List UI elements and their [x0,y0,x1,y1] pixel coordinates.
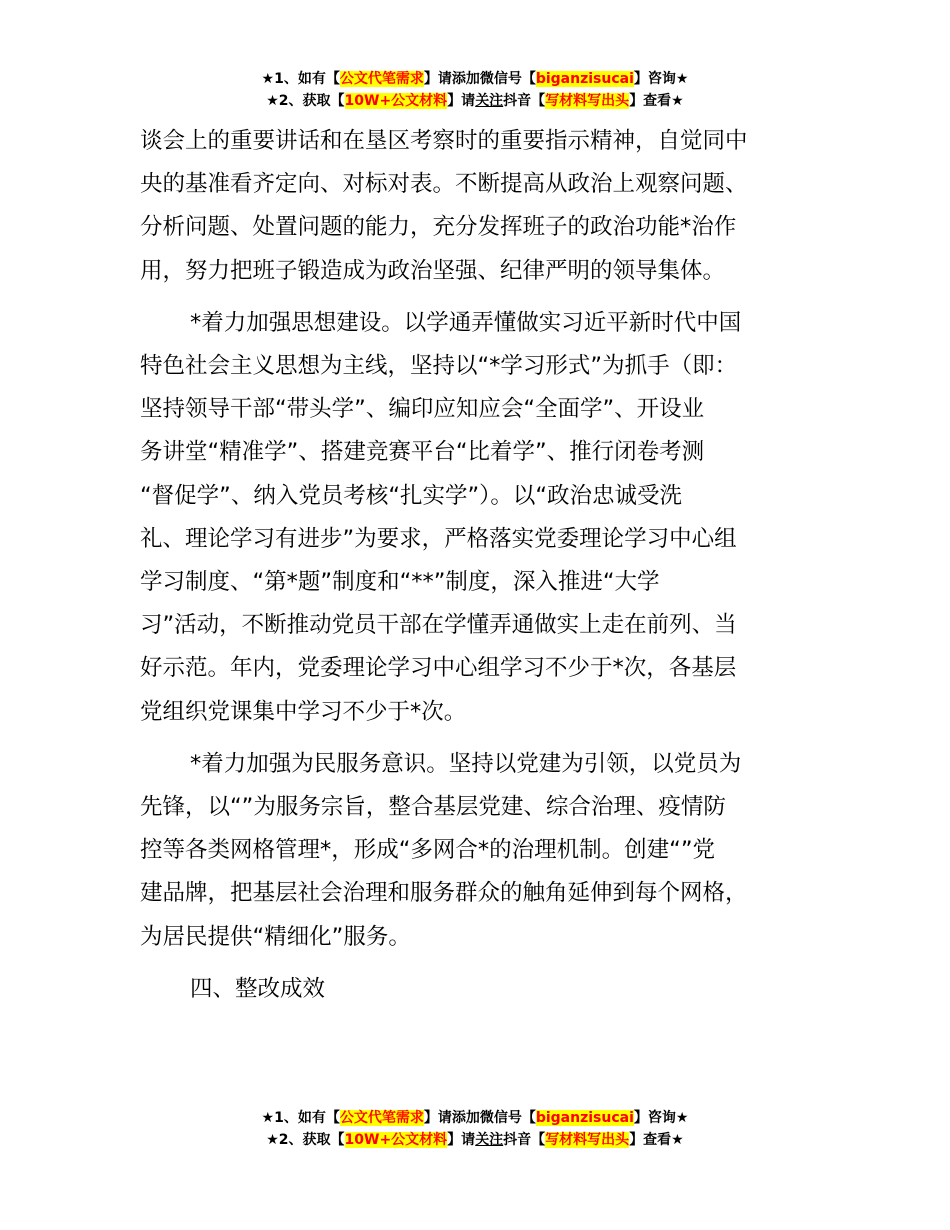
banner-line-2: ★2、获取【10W+公文材料】请关注抖音【写材料写出头】查看★ [266,93,684,109]
paragraph-2 [140,302,832,734]
highlight-wechat-id: biganzisucai [535,71,634,87]
section-heading: 四、整改成效 [190,975,326,1002]
highlight-wechat-id: biganzisucai [535,1110,634,1126]
text-line: 为居民提供“精细化”服务。 [140,923,411,950]
text-line: 习”活动，不断推动党员干部在学懂弄通做实上走在前列、当 [140,612,737,639]
text-line: *着力加强思想建设。以学通弄懂做实习近平新时代中国 [190,309,742,336]
text-line: 坚持领导干部“带头学”、编印应知应会“全面学”、开设业 [140,396,705,423]
text-line: 党组织党课集中学习不少于*次。 [140,698,467,725]
paragraph-3 [140,743,832,959]
highlight-materials: 10W+公文材料 [344,93,448,109]
banner-line-2: ★2、获取【10W+公文材料】请关注抖音【写材料写出头】查看★ [266,1132,684,1148]
text-line: 学习制度、“第*题”制度和“**”制度，深入推进“大学 [140,569,660,596]
highlight-douyin: 写材料写出头 [545,1132,630,1148]
text-line: *着力加强为民服务意识。坚持以党建为引领，以党员为 [190,750,742,777]
document-body [140,120,832,1011]
text-line: 先锋，以“”为服务宗旨，整合基层党建、综合治理、疫情防 [140,794,726,821]
text-line: 分析问题、处置问题的能力，充分发挥班子的政治功能*治作 [140,214,737,241]
text-line: 务讲堂“精准学”、搭建竞赛平台“比着学”、推行闭卷考测 [140,439,705,466]
text-line: “督促学”、纳入党员考核“扎实学”）。以“政治忠诚受洗 [140,482,683,509]
text-line: 好示范。年内，党委理论学习中心组学习不少于*次，各基层 [140,655,737,682]
text-line: 谈会上的重要讲话和在垦区考察时的重要指示精神，自觉同中 [140,128,748,154]
text-line: 特色社会主义思想为主线，坚持以“*学习形式”为抓手（即： [140,353,738,380]
text-line: 控等各类网格管理*，形成“多网合*的治理机制。创建“”党 [140,837,715,864]
text-line: 礼、理论学习有进步”为要求，严格落实党委理论学习中心组 [140,525,737,552]
text-line: 建品牌，把基层社会治理和服务群众的触角延伸到每个网格， [140,880,748,907]
highlight-materials: 10W+公文材料 [344,1132,448,1148]
text-line: 用，努力把班子锻造成为政治坚强、纪律严明的领导集体。 [140,257,726,284]
underlined-follow: 关注 [475,1132,504,1148]
banner-line-1: ★1、如有【公文代笔需求】请添加微信号【biganzisucai】咨询★ [261,71,689,87]
footer-banner [0,1107,950,1151]
header-banner [0,68,950,112]
highlight-douyin: 写材料写出头 [545,93,630,109]
banner-line-1: ★1、如有【公文代笔需求】请添加微信号【biganzisucai】咨询★ [261,1110,689,1126]
highlight-ghostwriting: 公文代笔需求 [339,1110,424,1126]
text-line: 央的基准看齐定向、对标对表。不断提高从政治上观察问题、 [140,171,748,198]
highlight-ghostwriting: 公文代笔需求 [339,71,424,87]
paragraph-1 [140,120,832,293]
underlined-follow: 关注 [475,93,504,109]
